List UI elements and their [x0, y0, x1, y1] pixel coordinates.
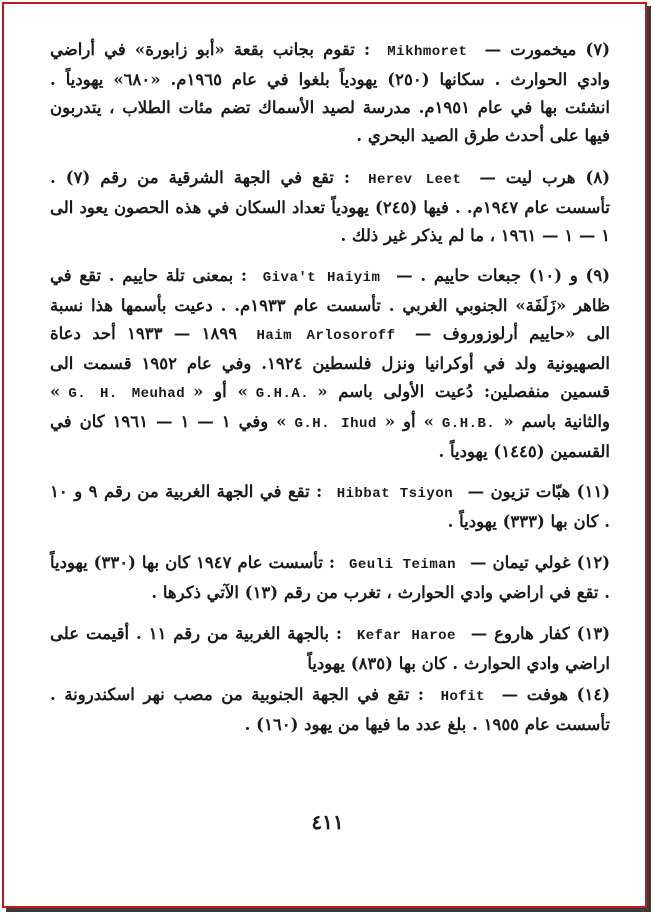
entry-text: ١٨٩٩ — ١٩٣٣ أحد دعاة الصهيونية ولد في أوكرانيا ونزل فلسطين ١٩٢٤. وفي عام ١٩٥٢ قسمت الى قسمين منفصلين: دُعيت الأولى باسم «: [50, 324, 611, 401]
entry-text: : تأسست عام ١٩٤٧ كان بها (٣٣٠) يهودياً . تقع في اراضي وادي الحوارث ، تغرب من رقم (١٣) الآتي ذكرها .: [50, 553, 610, 602]
entry-text: » والثانية باسم «: [50, 382, 610, 431]
latin-name: G.H.A.: [255, 386, 310, 402]
entry-text: (١١) هبّات تزيون —: [461, 482, 610, 501]
latin-name: Herev Leet: [368, 172, 462, 188]
entry-text: (٨) هرب ليت —: [469, 168, 611, 187]
entry-text: : تقع في الجهة الشرقية من رقم (٧) . تأسست عام ١٩٤٧م. . فيها (٢٤٥) يهودياً تعداد السكان في هذه الحصون يعود الى ١ — ١ — ١٩٦١ ، ما لم يذكر غير ذلك .: [50, 168, 610, 245]
latin-name: Haim Arlosoroff: [256, 328, 396, 344]
latin-name: Kefar Haroe: [356, 628, 456, 644]
entry-text: (٩) و (١٠) جبعات حاييم . —: [388, 266, 611, 285]
latin-name: G.H.B.: [441, 416, 496, 432]
entry-geuli-teiman: [50, 549, 610, 607]
entry-text: : تقع في الجهة الجنوبية من مصب نهر اسكندرونة . تأسست عام ١٩٥٥ . بلغ عدد ما فيها من يهود (١٦٠) .: [50, 685, 610, 734]
entry-text: » أو «: [384, 412, 434, 431]
entry-text: : تقع في الجهة الغربية من رقم ٩ و ١٠ . كان بها (٣٣٣) يهودياً .: [50, 482, 610, 531]
entry-givat-haiyim: [50, 262, 610, 466]
entry-text: » وفي ١ — ١ — ١٩٦١ كان في القسمين (١٤٤٥) يهودياً .: [50, 412, 610, 461]
entry-text: » أو «: [193, 382, 248, 401]
entry-text: (١٢) غولي تيمان —: [464, 553, 610, 572]
entry-hofit: [50, 681, 610, 739]
entry-text: (٧) ميخمورت —: [475, 40, 610, 59]
latin-name: G. H. Meuhad: [68, 386, 186, 402]
entry-text: : بالجهة الغربية من رقم ١١ . أقيمت على اراضي وادي الحوارث . كان بها (٨٣٥) يهودياً: [50, 624, 610, 673]
latin-name: Mikhmoret: [387, 44, 468, 60]
page-number: ٤١١: [311, 810, 344, 834]
latin-name: G.H. Ihud: [294, 416, 377, 432]
page-body: [50, 36, 610, 739]
latin-name: Geuli Teiman: [348, 557, 457, 573]
latin-name: Hibbat Tsiyon: [336, 486, 454, 502]
entry-herev-leet: [50, 164, 610, 250]
entry-text: : تقوم بجانب بقعة «أبو زابورة» في أراضي وادي الحوارث . سكانها (٢٥٠) يهودياً بلغوا في عام ١٩٦٥م. «٦٨٠» يهودياً . انشئت بها في عام ١٩٥١م. مدرسة لصيد الأسماك تضم مئات الطلاب ، يتدربون فيها على أحدث طرق الصيد البحري .: [50, 40, 610, 145]
entry-text: (١٤) هوفت —: [493, 685, 611, 704]
page-shadow-right: [647, 6, 651, 911]
entry-text: : بمعنى تلة حاييم . تقع في ظاهر «زَلَفَة» الجنوبي الغربي . تأسست عام ١٩٣٣م. . دعيت بأسمها هذا نسبة الى «حاييم أرلوزوروف —: [50, 266, 610, 343]
entry-kefar-haroe: [50, 620, 610, 678]
latin-name: Hofit: [440, 689, 486, 705]
entry-text: (١٣) كفار هاروع —: [463, 624, 611, 643]
latin-name: Giva't Haiyim: [262, 270, 381, 286]
page-shadow-bottom: [6, 908, 651, 912]
entry-hibbat-tsiyon: [50, 478, 610, 536]
entry-mikhmoret: [50, 36, 610, 150]
